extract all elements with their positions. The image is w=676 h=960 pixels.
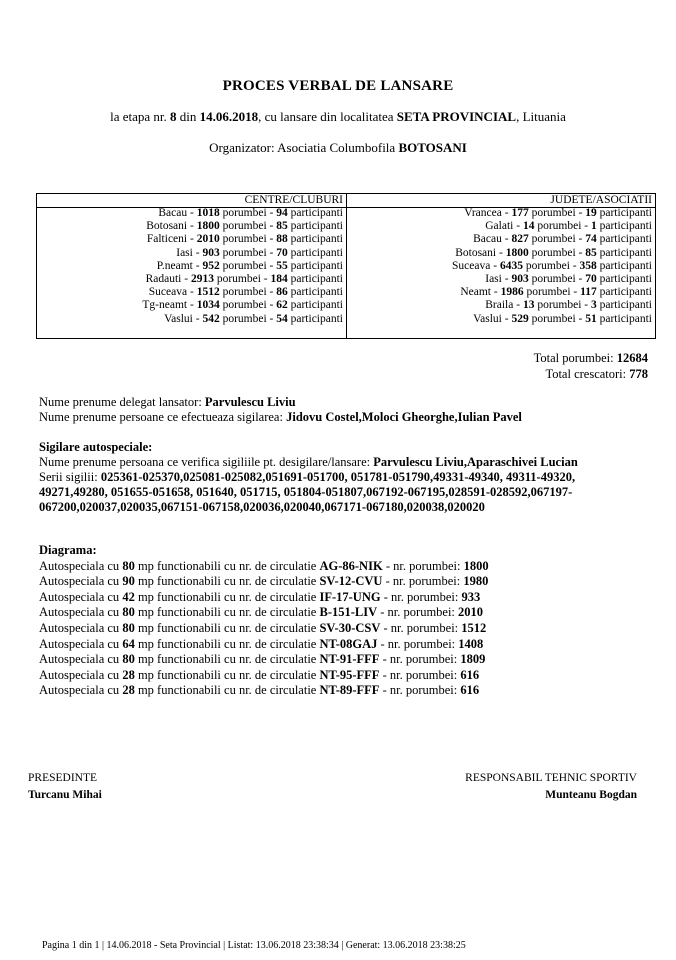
presedinte-role: PRESEDINTE xyxy=(28,772,97,784)
total-porumbei-label: Total porumbei: xyxy=(533,351,617,365)
table-row: Galati - 14 porumbei - 1 participanti xyxy=(485,220,652,233)
diag-suffix: - nr. porumbei: xyxy=(382,558,464,573)
organizer-name: BOTOSANI xyxy=(398,140,467,155)
row-name: Botosani xyxy=(455,246,497,259)
stage-number: 8 xyxy=(170,109,177,124)
total-porumbei-value: 12684 xyxy=(616,351,648,365)
column-header-judete: JUDETE/ASOCIATII xyxy=(550,194,652,206)
table-row: Bacau - 827 porumbei - 74 participanti xyxy=(473,233,652,246)
participanti-word: participanti xyxy=(290,246,343,259)
participanti-word: participanti xyxy=(290,312,343,325)
participanti-word: participanti xyxy=(599,299,652,312)
stage-text: din xyxy=(176,109,200,124)
row-name: Neamt xyxy=(460,286,491,299)
diag-mp: 80 xyxy=(122,620,135,635)
centre-cluburi-column xyxy=(37,194,345,326)
row-participanti: 86 xyxy=(276,286,288,299)
row-participanti: 19 xyxy=(585,207,597,219)
responsabil-role: RESPONSABIL TEHNIC SPORTIV xyxy=(465,772,637,784)
organizer-line xyxy=(0,140,676,156)
row-name: Suceava xyxy=(148,286,188,299)
row-participanti: 54 xyxy=(276,312,288,325)
porumbei-word: porumbei xyxy=(531,246,576,259)
row-name: Suceava xyxy=(452,259,491,272)
table-row: Botosani - 1800 porumbei - 85 participanti xyxy=(455,246,652,259)
diag-mid: mp functionabili cu nr. de circulatie xyxy=(134,620,320,635)
table-row: Botosani - 1800 porumbei - 85 participanti xyxy=(146,220,343,233)
row-porumbei: 1512 xyxy=(196,286,220,299)
participanti-word: participanti xyxy=(599,233,652,246)
porumbei-word: porumbei xyxy=(222,233,267,246)
diagrama-row xyxy=(39,590,489,606)
diag-prefix: Autospeciala cu xyxy=(39,558,123,573)
row-porumbei: 1800 xyxy=(505,246,529,259)
row-participanti: 70 xyxy=(276,246,288,259)
diag-nr-circulatie: AG-86-NIK xyxy=(319,558,383,573)
row-porumbei: 529 xyxy=(511,312,529,325)
row-name: Vaslui xyxy=(164,312,193,325)
verifica-names: Parvulescu Liviu,Aparaschivei Lucian xyxy=(373,455,578,469)
participanti-word: participanti xyxy=(290,220,343,233)
porumbei-word: porumbei xyxy=(537,299,582,312)
delegat-label: Nume prenume delegat lansator: xyxy=(39,395,205,409)
row-participanti: 62 xyxy=(276,299,288,312)
diag-mid: mp functionabili cu nr. de circulatie xyxy=(134,574,320,589)
sigilare-persons-line xyxy=(39,410,522,425)
table-row: Falticeni - 2010 porumbei - 88 participanti xyxy=(146,233,343,246)
responsabil-name: Munteanu Bogdan xyxy=(545,789,637,801)
diag-mp: 64 xyxy=(122,636,135,651)
row-participanti: 1 xyxy=(591,220,597,233)
diag-suffix: - nr. porumbei: xyxy=(379,667,461,682)
diag-porumbei: 933 xyxy=(461,589,481,604)
participanti-word: participanti xyxy=(290,207,343,219)
serii-line-1 xyxy=(39,470,649,485)
diag-nr-circulatie: IF-17-UNG xyxy=(319,589,381,604)
row-porumbei: 1034 xyxy=(196,299,220,312)
responsabil-signature xyxy=(465,770,637,804)
serii-label: Serii sigilii: xyxy=(39,470,101,484)
diag-suffix: - nr. porumbei: xyxy=(377,636,459,651)
row-porumbei: 177 xyxy=(511,207,529,219)
row-porumbei: 952 xyxy=(202,259,220,272)
judete-asociatii-column xyxy=(348,194,654,326)
diag-porumbei: 1512 xyxy=(461,620,487,635)
diagrama-row xyxy=(39,668,489,684)
table-row: Bacau - 1018 porumbei - 94 participanti xyxy=(158,207,343,219)
row-porumbei: 1986 xyxy=(500,286,524,299)
participanti-word: participanti xyxy=(599,207,652,219)
table-vertical-divider xyxy=(346,194,347,338)
row-participanti: 85 xyxy=(276,220,288,233)
table-row: Braila - 13 porumbei - 3 participanti xyxy=(485,299,652,312)
row-participanti: 117 xyxy=(580,286,597,299)
diag-mid: mp functionabili cu nr. de circulatie xyxy=(134,667,320,682)
row-participanti: 358 xyxy=(579,259,597,272)
stage-text: , Lituania xyxy=(516,109,566,124)
stage-line xyxy=(0,109,676,125)
row-name: P.neamt xyxy=(156,259,193,272)
diag-porumbei: 1408 xyxy=(458,636,484,651)
porumbei-word: porumbei xyxy=(531,207,576,219)
diagrama-heading: Diagrama: xyxy=(39,543,97,557)
sigilare-persons-names: Jidovu Costel,Moloci Gheorghe,Iulian Pavel xyxy=(286,410,522,424)
porumbei-word: porumbei xyxy=(526,286,571,299)
diagrama-row xyxy=(39,605,489,621)
diag-prefix: Autospeciala cu xyxy=(39,574,123,589)
total-crescatori xyxy=(534,366,648,382)
diag-suffix: - nr. porumbei: xyxy=(377,605,459,620)
diag-mp: 80 xyxy=(122,605,135,620)
porumbei-word: porumbei xyxy=(525,259,570,272)
porumbei-word: porumbei xyxy=(531,272,576,285)
porumbei-word: porumbei xyxy=(222,207,267,219)
diag-nr-circulatie: NT-08GAJ xyxy=(319,636,378,651)
participanti-word: participanti xyxy=(290,259,343,272)
porumbei-word: porumbei xyxy=(222,312,267,325)
row-name: Braila xyxy=(485,299,514,312)
table-row: Vaslui - 542 porumbei - 54 participanti xyxy=(164,312,343,325)
organizer-label: Organizator: Asociatia Columbofila xyxy=(209,140,399,155)
porumbei-word: porumbei xyxy=(222,246,267,259)
row-name: Radauti xyxy=(145,272,182,285)
table-row: Suceava - 1512 porumbei - 86 participanti xyxy=(148,286,343,299)
totals-block xyxy=(534,350,648,382)
diag-prefix: Autospeciala cu xyxy=(39,605,123,620)
delegat-line xyxy=(39,395,522,410)
stage-text: , cu lansare din localitatea xyxy=(258,109,397,124)
row-participanti: 88 xyxy=(276,233,288,246)
participanti-word: participanti xyxy=(599,220,652,233)
column-header-centre: CENTRE/CLUBURI xyxy=(244,194,343,206)
participanti-word: participanti xyxy=(599,286,652,299)
row-porumbei: 1800 xyxy=(196,220,220,233)
participanti-word: participanti xyxy=(599,312,652,325)
participanti-word: participanti xyxy=(599,272,652,285)
porumbei-word: porumbei xyxy=(531,233,576,246)
porumbei-word: porumbei xyxy=(537,220,582,233)
diagrama-row xyxy=(39,559,489,575)
diag-nr-circulatie: NT-95-FFF xyxy=(319,667,380,682)
table-row: P.neamt - 952 porumbei - 55 participanti xyxy=(156,259,343,272)
participanti-word: participanti xyxy=(599,246,652,259)
stage-text: la etapa nr. xyxy=(110,109,171,124)
verifica-line xyxy=(39,455,649,470)
diagrama-row xyxy=(39,574,489,590)
diag-suffix: - nr. porumbei: xyxy=(380,589,462,604)
diag-mid: mp functionabili cu nr. de circulatie xyxy=(134,605,320,620)
row-porumbei: 13 xyxy=(522,299,535,312)
diag-mp: 90 xyxy=(122,574,135,589)
row-name: Galati xyxy=(485,220,514,233)
serii-line-2: 49271,49280, 051655-051658, 051640, 051715, 051804-051807,067192-067195,028591-028592,067197- xyxy=(39,485,573,499)
sigilare-block xyxy=(39,440,649,515)
porumbei-word: porumbei xyxy=(222,220,267,233)
serii-text: 025361-025370,025081-025082,051691-051700, 051781-051790,49331-49340, 49311-49320, xyxy=(100,470,576,484)
row-participanti: 3 xyxy=(591,299,597,312)
table-row: Neamt - 1986 porumbei - 117 participanti xyxy=(460,286,652,299)
participanti-word: participanti xyxy=(290,272,343,285)
row-porumbei: 6435 xyxy=(499,259,523,272)
stage-date: 14.06.2018 xyxy=(199,109,259,124)
row-name: Bacau xyxy=(473,233,502,246)
participanti-word: participanti xyxy=(290,233,343,246)
diag-porumbei: 616 xyxy=(460,667,480,682)
delegat-block xyxy=(39,395,522,425)
presedinte-name: Turcanu Mihai xyxy=(28,789,102,801)
diag-nr-circulatie: NT-89-FFF xyxy=(319,683,380,698)
diag-nr-circulatie: SV-30-CSV xyxy=(319,620,381,635)
diagrama-row xyxy=(39,683,489,699)
diag-porumbei: 616 xyxy=(460,683,480,698)
diag-porumbei: 1800 xyxy=(463,558,489,573)
row-porumbei: 903 xyxy=(511,272,529,285)
porumbei-word: porumbei xyxy=(222,259,267,272)
diag-suffix: - nr. porumbei: xyxy=(379,683,461,698)
table-row: Suceava - 6435 porumbei - 358 participanti xyxy=(452,259,652,272)
row-porumbei: 2010 xyxy=(196,233,220,246)
row-name: Vaslui xyxy=(473,312,502,325)
diag-mid: mp functionabili cu nr. de circulatie xyxy=(134,652,320,667)
row-participanti: 184 xyxy=(270,272,288,285)
row-porumbei: 14 xyxy=(522,220,535,233)
porumbei-word: porumbei xyxy=(216,272,261,285)
diagrama-row xyxy=(39,637,489,653)
participation-table xyxy=(36,193,656,339)
table-row: Iasi - 903 porumbei - 70 participanti xyxy=(485,272,652,285)
table-row: Tg-neamt - 1034 porumbei - 62 participanti xyxy=(142,299,343,312)
row-name: Falticeni xyxy=(146,233,188,246)
diag-porumbei: 2010 xyxy=(458,605,484,620)
row-participanti: 85 xyxy=(585,246,597,259)
row-participanti: 55 xyxy=(276,259,288,272)
porumbei-word: porumbei xyxy=(222,299,267,312)
diag-prefix: Autospeciala cu xyxy=(39,636,123,651)
table-row: Iasi - 903 porumbei - 70 participanti xyxy=(176,246,343,259)
row-name: Tg-neamt xyxy=(142,299,188,312)
delegat-name: Parvulescu Liviu xyxy=(204,395,296,409)
porumbei-word: porumbei xyxy=(531,312,576,325)
row-porumbei: 903 xyxy=(202,246,220,259)
diag-mp: 28 xyxy=(122,683,135,698)
row-participanti: 74 xyxy=(585,233,597,246)
row-name: Iasi xyxy=(485,272,502,285)
diag-prefix: Autospeciala cu xyxy=(39,667,123,682)
serii-line-3: 067200,020037,020035,067151-067158,020036,020040,067171-067180,020038,020020 xyxy=(39,500,485,514)
table-row: Radauti - 2913 porumbei - 184 participanti xyxy=(145,272,343,285)
row-name: Iasi xyxy=(176,246,193,259)
diag-prefix: Autospeciala cu xyxy=(39,652,123,667)
page-footer: Pagina 1 din 1 | 14.06.2018 - Seta Provincial | Listat: 13.06.2018 23:38:34 | Generat: 13.06.2018 23:38:25 xyxy=(42,940,466,951)
diag-mp: 80 xyxy=(122,558,135,573)
sigilare-heading: Sigilare autospeciale: xyxy=(39,440,153,454)
participanti-word: participanti xyxy=(290,286,343,299)
participanti-word: participanti xyxy=(599,259,652,272)
diag-suffix: - nr. porumbei: xyxy=(380,620,462,635)
diag-nr-circulatie: SV-12-CVU xyxy=(319,574,383,589)
row-porumbei: 542 xyxy=(202,312,220,325)
porumbei-word: porumbei xyxy=(222,286,267,299)
sigilare-persons-label: Nume prenume persoane ce efectueaza sigilarea: xyxy=(39,410,287,424)
row-name: Vrancea xyxy=(464,207,502,219)
presedinte-signature xyxy=(28,770,102,804)
row-porumbei: 1018 xyxy=(196,207,220,219)
verifica-label: Nume prenume persoana ce verifica sigiliile pt. desigilare/lansare: xyxy=(39,455,374,469)
diag-prefix: Autospeciala cu xyxy=(39,589,123,604)
diag-prefix: Autospeciala cu xyxy=(39,683,123,698)
diagrama-row xyxy=(39,652,489,668)
diag-mid: mp functionabili cu nr. de circulatie xyxy=(134,683,320,698)
diag-mp: 42 xyxy=(122,589,135,604)
diag-mp: 28 xyxy=(122,667,135,682)
diagrama-row xyxy=(39,621,489,637)
diag-porumbei: 1980 xyxy=(463,574,489,589)
row-porumbei: 827 xyxy=(511,233,529,246)
diag-nr-circulatie: B-151-LIV xyxy=(319,605,378,620)
diagrama-block xyxy=(39,543,489,699)
table-row: Vaslui - 529 porumbei - 51 participanti xyxy=(473,312,652,325)
diag-mid: mp functionabili cu nr. de circulatie xyxy=(134,558,320,573)
row-participanti: 70 xyxy=(585,272,597,285)
table-row: Vrancea - 177 porumbei - 19 participanti xyxy=(464,207,652,219)
row-name: Botosani xyxy=(146,220,188,233)
diag-mid: mp functionabili cu nr. de circulatie xyxy=(134,636,320,651)
participanti-word: participanti xyxy=(290,299,343,312)
diag-mp: 80 xyxy=(122,652,135,667)
diag-suffix: - nr. porumbei: xyxy=(379,652,461,667)
document-title: PROCES VERBAL DE LANSARE xyxy=(222,78,454,94)
total-porumbei xyxy=(534,350,648,366)
diag-suffix: - nr. porumbei: xyxy=(382,574,464,589)
diag-mid: mp functionabili cu nr. de circulatie xyxy=(134,589,320,604)
total-crescatori-value: 778 xyxy=(629,367,648,381)
row-participanti: 94 xyxy=(276,207,288,219)
row-porumbei: 2913 xyxy=(190,272,214,285)
row-participanti: 51 xyxy=(585,312,597,325)
diag-nr-circulatie: NT-91-FFF xyxy=(319,652,380,667)
diag-prefix: Autospeciala cu xyxy=(39,620,123,635)
release-location: SETA PROVINCIAL xyxy=(396,109,517,124)
diag-porumbei: 1809 xyxy=(460,652,486,667)
row-name: Bacau xyxy=(158,207,188,219)
total-crescatori-label: Total crescatori: xyxy=(545,367,630,381)
